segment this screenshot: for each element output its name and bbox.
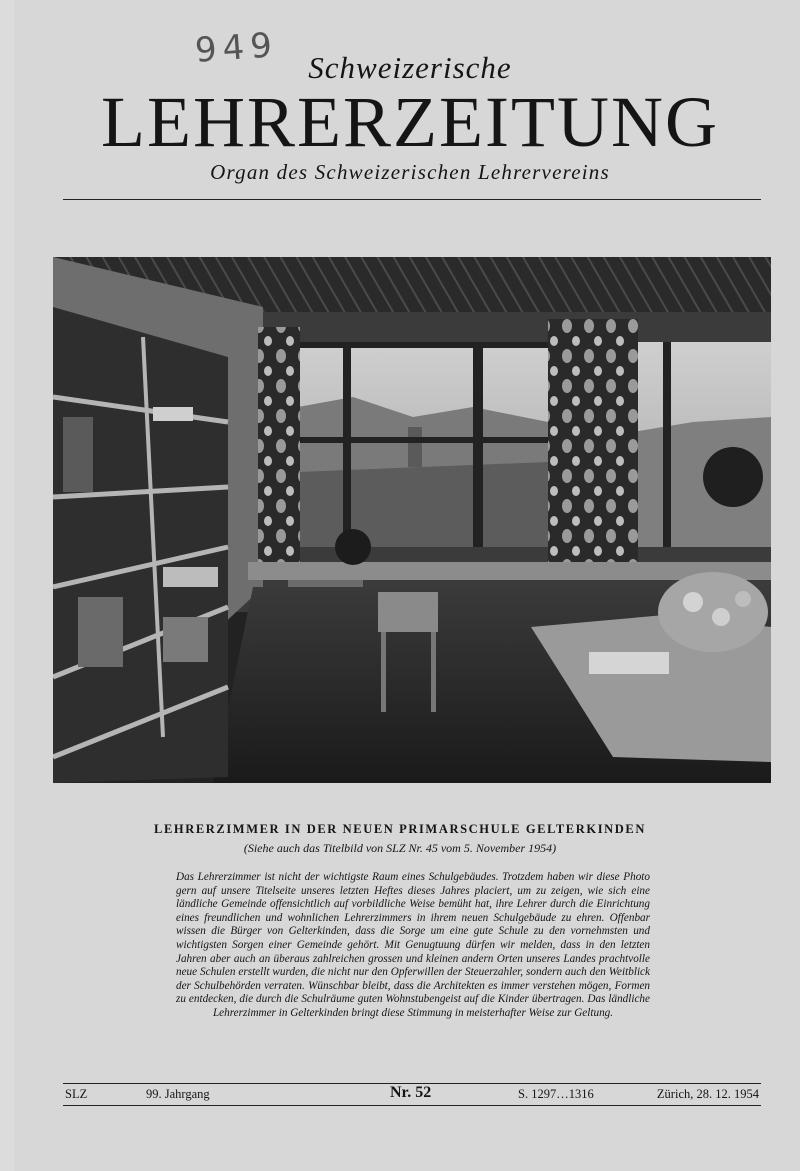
curtain-left (258, 327, 300, 567)
plant (335, 529, 371, 565)
caption-reference: (Siehe auch das Titelbild von SLZ Nr. 45 vom 5. November 1954) (243, 841, 557, 855)
caption-title: LEHRERZIMMER IN DER NEUEN PRIMARSCHULE GELTERKINDEN (154, 822, 646, 836)
flower-bowl (658, 572, 768, 652)
footer-journal: SLZ (65, 1087, 88, 1101)
masthead-title: LEHRERZEITUNG (101, 82, 719, 162)
footer (63, 1085, 761, 1103)
window-mullion (663, 342, 671, 547)
handwritten-note: 949 (193, 25, 280, 71)
footer-rule-bottom (63, 1105, 761, 1106)
footer-place-date: Zürich, 28. 12. 1954 (656, 1087, 759, 1101)
church-tower (408, 427, 422, 467)
teachers-room-photo (53, 257, 771, 783)
footer-volume: 99. Jahrgang (146, 1087, 210, 1101)
masthead-subtitle: Schweizerische (308, 50, 512, 85)
masthead-rule (63, 199, 761, 200)
open-book (589, 652, 669, 674)
bookshelf (53, 307, 228, 783)
masthead-organ: Organ des Schweizerischen Lehrervereins (210, 160, 610, 184)
window-mullion (473, 342, 483, 547)
village (298, 462, 548, 547)
article-text: Das Lehrerzimmer ist nicht der wichtigste Raum eines Schulgebäudes. Trotzdem haben wir diese Photo gern auf unsere Titelseite unseres letzten Heftes dieses Jahres placiert, um zu zeigen, wie sich eine ländliche Gemeinde offensichtlich auf vorbildliche Weise bemüht hat, ihre Lehrer durch die Einrichtung eines freundlichen und wohnlichen Lehrerzimmers in ihrem neuen Schulgebäude zu ehren. Offenbar wissen die Bürger von Gelterkinden, dass die Sorge um eine gute Schule zu den vornehmsten und wichtigsten Sorgen einer Gemeinde gehört. Mit Genugtuung dürfen wir melden, dass in den letzten Jahren aber auch an überaus zahlreichen grossen und kleinen andern Orten unseres Landes prachtvolle neue Schulen erstellt wurden, die nicht nur den Opferwillen der Steuerzahler, sondern auch den Weitblick der Schulbehörden verraten. Wünschbar bleibt, dass die Architekten es immer verstehen mögen, Formen zu entdecken, die durch die Schulräume guten Wohnstubengeist auf die Kinder übertragen. Das ländliche Lehrerzimmer in Gelterkinden bringt diese Stimmung in meisterhafter Weise zur Geltung. (176, 871, 650, 1019)
window-mullion (343, 342, 351, 547)
footer-pages: S. 1297…1316 (518, 1087, 594, 1101)
curtain-right (548, 319, 638, 569)
footer-issue: Nr. 52 (390, 1084, 432, 1101)
